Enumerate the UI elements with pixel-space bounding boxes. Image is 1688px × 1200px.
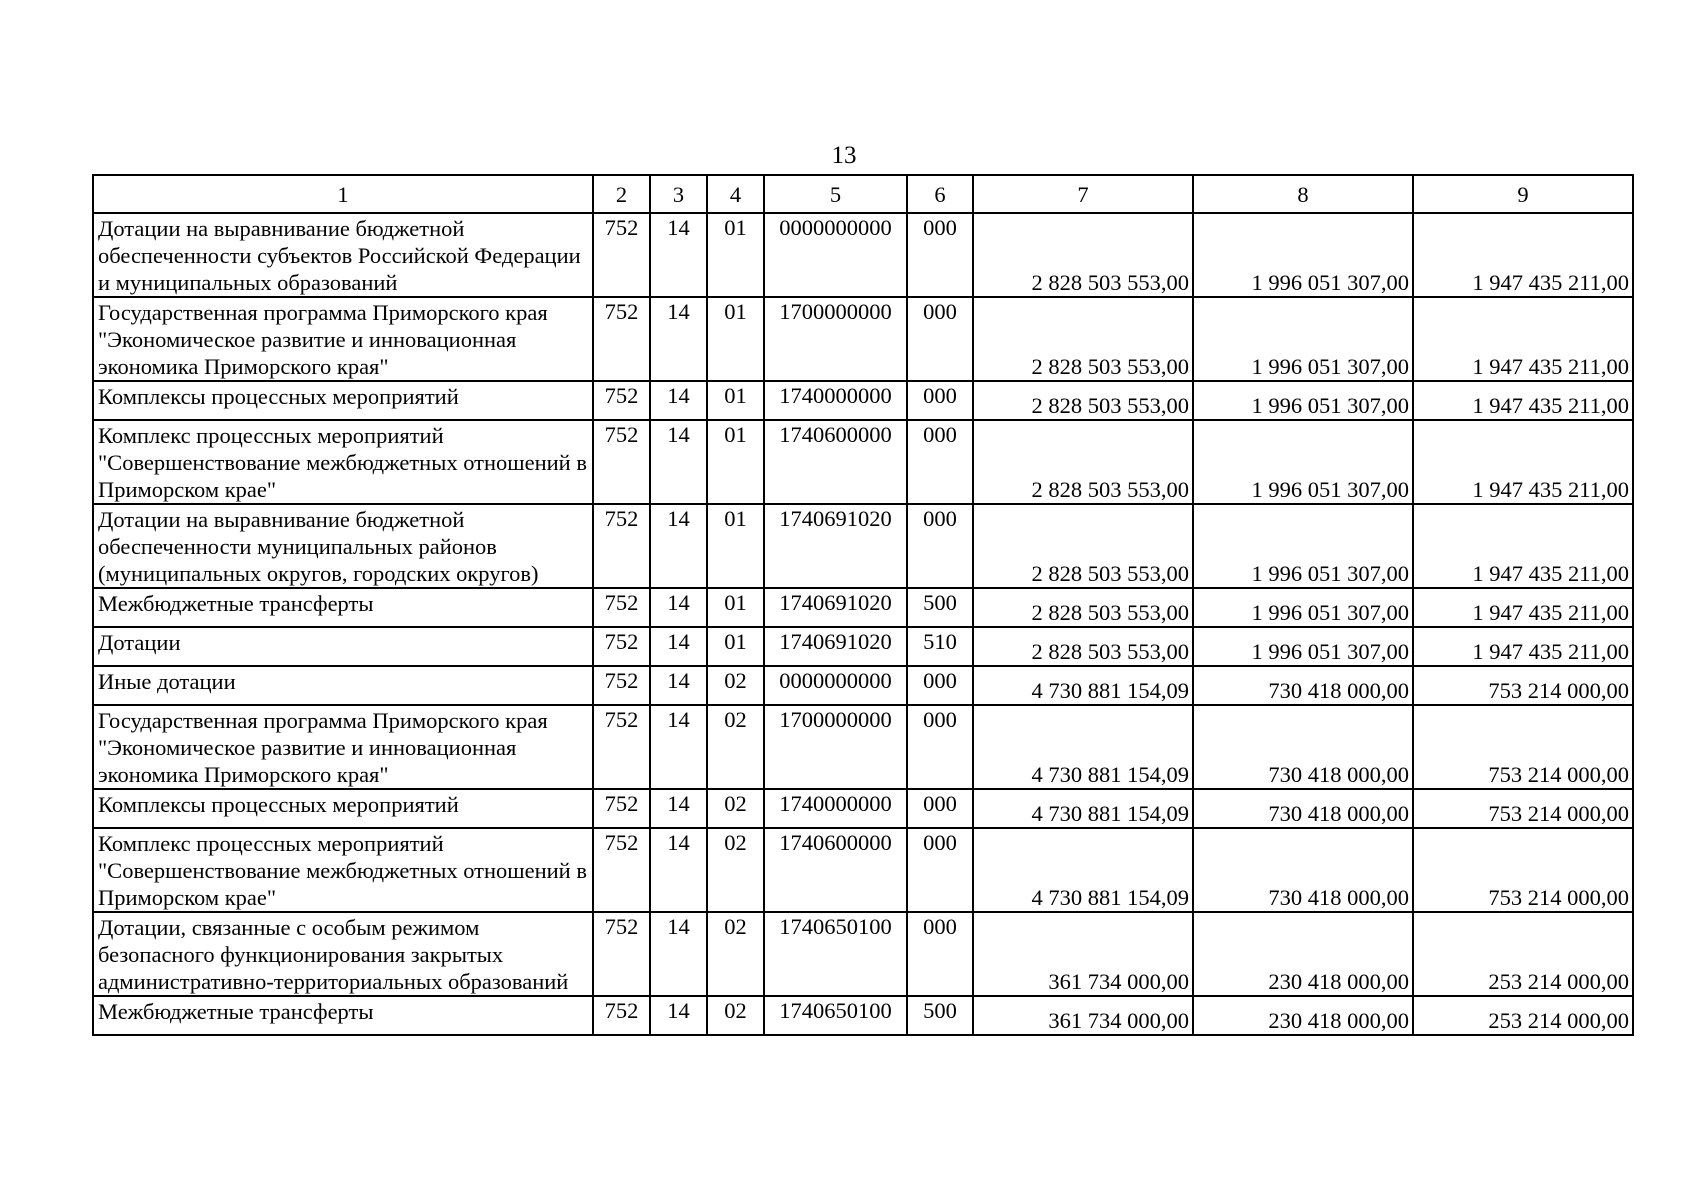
cell-col3: 14 <box>650 213 707 297</box>
cell-col5: 1740691020 <box>764 627 907 666</box>
cell-col6: 000 <box>907 789 973 828</box>
column-header: 8 <box>1193 175 1413 213</box>
row-name: Дотации на выравнивание бюджетной обеспеченности муниципальных районов (муниципальных округов, городских округов) <box>93 504 593 588</box>
cell-col4: 01 <box>707 213 764 297</box>
cell-col5: 1700000000 <box>764 705 907 789</box>
cell-col9: 1 947 435 211,00 <box>1413 420 1633 504</box>
cell-col5: 1740650100 <box>764 912 907 996</box>
cell-col9: 753 214 000,00 <box>1413 705 1633 789</box>
cell-col5: 1740000000 <box>764 381 907 420</box>
row-name: Комплекс процессных мероприятий "Совершенствование межбюджетных отношений в Приморском крае" <box>93 828 593 912</box>
table-row <box>93 789 1633 828</box>
cell-col8: 1 996 051 307,00 <box>1193 297 1413 381</box>
cell-col8: 230 418 000,00 <box>1193 996 1413 1035</box>
row-name: Иные дотации <box>93 666 593 705</box>
table-row <box>93 705 1633 789</box>
cell-col8: 730 418 000,00 <box>1193 705 1413 789</box>
cell-col6: 510 <box>907 627 973 666</box>
cell-col3: 14 <box>650 627 707 666</box>
cell-col7: 4 730 881 154,09 <box>973 705 1193 789</box>
cell-col2: 752 <box>593 912 650 996</box>
cell-col2: 752 <box>593 627 650 666</box>
column-header: 1 <box>93 175 593 213</box>
cell-col4: 01 <box>707 588 764 627</box>
cell-col5: 1740650100 <box>764 996 907 1035</box>
cell-col2: 752 <box>593 504 650 588</box>
cell-col7: 2 828 503 553,00 <box>973 504 1193 588</box>
cell-col2: 752 <box>593 213 650 297</box>
cell-col3: 14 <box>650 996 707 1035</box>
cell-col7: 2 828 503 553,00 <box>973 297 1193 381</box>
row-name: Государственная программа Приморского края "Экономическое развитие и инновационная экономика Приморского края" <box>93 705 593 789</box>
row-name: Дотации, связанные с особым режимом безопасного функционирования закрытых административно-территориальных образований <box>93 912 593 996</box>
cell-col4: 02 <box>707 666 764 705</box>
cell-col2: 752 <box>593 666 650 705</box>
cell-col3: 14 <box>650 705 707 789</box>
cell-col4: 02 <box>707 705 764 789</box>
cell-col4: 01 <box>707 504 764 588</box>
cell-col8: 1 996 051 307,00 <box>1193 627 1413 666</box>
cell-col3: 14 <box>650 297 707 381</box>
table-row <box>93 912 1633 996</box>
cell-col2: 752 <box>593 789 650 828</box>
cell-col4: 02 <box>707 828 764 912</box>
cell-col9: 753 214 000,00 <box>1413 828 1633 912</box>
cell-col6: 000 <box>907 828 973 912</box>
cell-col6: 000 <box>907 213 973 297</box>
cell-col4: 01 <box>707 627 764 666</box>
table-row <box>93 666 1633 705</box>
row-name: Межбюджетные трансферты <box>93 588 593 627</box>
cell-col6: 500 <box>907 996 973 1035</box>
cell-col7: 2 828 503 553,00 <box>973 381 1193 420</box>
column-header: 6 <box>907 175 973 213</box>
cell-col6: 000 <box>907 420 973 504</box>
column-header: 2 <box>593 175 650 213</box>
cell-col9: 753 214 000,00 <box>1413 666 1633 705</box>
row-name: Комплексы процессных мероприятий <box>93 381 593 420</box>
cell-col9: 253 214 000,00 <box>1413 912 1633 996</box>
cell-col6: 000 <box>907 381 973 420</box>
cell-col5: 1740691020 <box>764 588 907 627</box>
column-header: 3 <box>650 175 707 213</box>
budget-table <box>92 174 1634 1036</box>
row-name: Комплексы процессных мероприятий <box>93 789 593 828</box>
cell-col4: 02 <box>707 996 764 1035</box>
cell-col4: 02 <box>707 912 764 996</box>
header-row <box>93 175 1633 213</box>
table-row <box>93 627 1633 666</box>
cell-col5: 0000000000 <box>764 213 907 297</box>
cell-col7: 2 828 503 553,00 <box>973 627 1193 666</box>
cell-col4: 01 <box>707 381 764 420</box>
table-row <box>93 213 1633 297</box>
cell-col2: 752 <box>593 828 650 912</box>
cell-col5: 1740000000 <box>764 789 907 828</box>
cell-col8: 1 996 051 307,00 <box>1193 213 1413 297</box>
cell-col6: 000 <box>907 297 973 381</box>
column-header: 9 <box>1413 175 1633 213</box>
table-row <box>93 297 1633 381</box>
cell-col2: 752 <box>593 588 650 627</box>
cell-col5: 0000000000 <box>764 666 907 705</box>
cell-col9: 1 947 435 211,00 <box>1413 297 1633 381</box>
cell-col5: 1740691020 <box>764 504 907 588</box>
cell-col2: 752 <box>593 420 650 504</box>
column-header: 4 <box>707 175 764 213</box>
table-row <box>93 504 1633 588</box>
cell-col2: 752 <box>593 297 650 381</box>
cell-col7: 4 730 881 154,09 <box>973 666 1193 705</box>
cell-col9: 1 947 435 211,00 <box>1413 213 1633 297</box>
cell-col3: 14 <box>650 420 707 504</box>
cell-col9: 253 214 000,00 <box>1413 996 1633 1035</box>
cell-col9: 1 947 435 211,00 <box>1413 381 1633 420</box>
cell-col4: 01 <box>707 297 764 381</box>
cell-col2: 752 <box>593 705 650 789</box>
page-number: 13 <box>831 142 857 169</box>
cell-col7: 361 734 000,00 <box>973 912 1193 996</box>
cell-col7: 4 730 881 154,09 <box>973 828 1193 912</box>
cell-col9: 1 947 435 211,00 <box>1413 627 1633 666</box>
cell-col6: 000 <box>907 912 973 996</box>
cell-col8: 1 996 051 307,00 <box>1193 420 1413 504</box>
cell-col7: 361 734 000,00 <box>973 996 1193 1035</box>
table-row <box>93 588 1633 627</box>
row-name: Межбюджетные трансферты <box>93 996 593 1035</box>
cell-col6: 500 <box>907 588 973 627</box>
cell-col2: 752 <box>593 381 650 420</box>
cell-col8: 230 418 000,00 <box>1193 912 1413 996</box>
table-row <box>93 381 1633 420</box>
cell-col8: 1 996 051 307,00 <box>1193 588 1413 627</box>
column-header: 5 <box>764 175 907 213</box>
row-name: Дотации на выравнивание бюджетной обеспеченности субъектов Российской Федерации и муниципальных образований <box>93 213 593 297</box>
cell-col3: 14 <box>650 912 707 996</box>
cell-col5: 1700000000 <box>764 297 907 381</box>
cell-col7: 2 828 503 553,00 <box>973 213 1193 297</box>
cell-col6: 000 <box>907 705 973 789</box>
cell-col6: 000 <box>907 504 973 588</box>
cell-col9: 1 947 435 211,00 <box>1413 504 1633 588</box>
cell-col5: 1740600000 <box>764 828 907 912</box>
column-header: 7 <box>973 175 1193 213</box>
cell-col8: 1 996 051 307,00 <box>1193 504 1413 588</box>
cell-col7: 2 828 503 553,00 <box>973 588 1193 627</box>
cell-col6: 000 <box>907 666 973 705</box>
cell-col4: 01 <box>707 420 764 504</box>
cell-col7: 2 828 503 553,00 <box>973 420 1193 504</box>
cell-col5: 1740600000 <box>764 420 907 504</box>
cell-col7: 4 730 881 154,09 <box>973 789 1193 828</box>
cell-col3: 14 <box>650 381 707 420</box>
cell-col3: 14 <box>650 588 707 627</box>
table-row <box>93 420 1633 504</box>
cell-col8: 730 418 000,00 <box>1193 789 1413 828</box>
row-name: Комплекс процессных мероприятий "Совершенствование межбюджетных отношений в Приморском крае" <box>93 420 593 504</box>
cell-col3: 14 <box>650 828 707 912</box>
table-row <box>93 828 1633 912</box>
cell-col9: 1 947 435 211,00 <box>1413 588 1633 627</box>
cell-col4: 02 <box>707 789 764 828</box>
cell-col3: 14 <box>650 666 707 705</box>
cell-col9: 753 214 000,00 <box>1413 789 1633 828</box>
cell-col8: 1 996 051 307,00 <box>1193 381 1413 420</box>
table-row <box>93 996 1633 1035</box>
cell-col3: 14 <box>650 789 707 828</box>
cell-col3: 14 <box>650 504 707 588</box>
row-name: Государственная программа Приморского края "Экономическое развитие и инновационная экономика Приморского края" <box>93 297 593 381</box>
cell-col8: 730 418 000,00 <box>1193 666 1413 705</box>
cell-col8: 730 418 000,00 <box>1193 828 1413 912</box>
row-name: Дотации <box>93 627 593 666</box>
cell-col2: 752 <box>593 996 650 1035</box>
